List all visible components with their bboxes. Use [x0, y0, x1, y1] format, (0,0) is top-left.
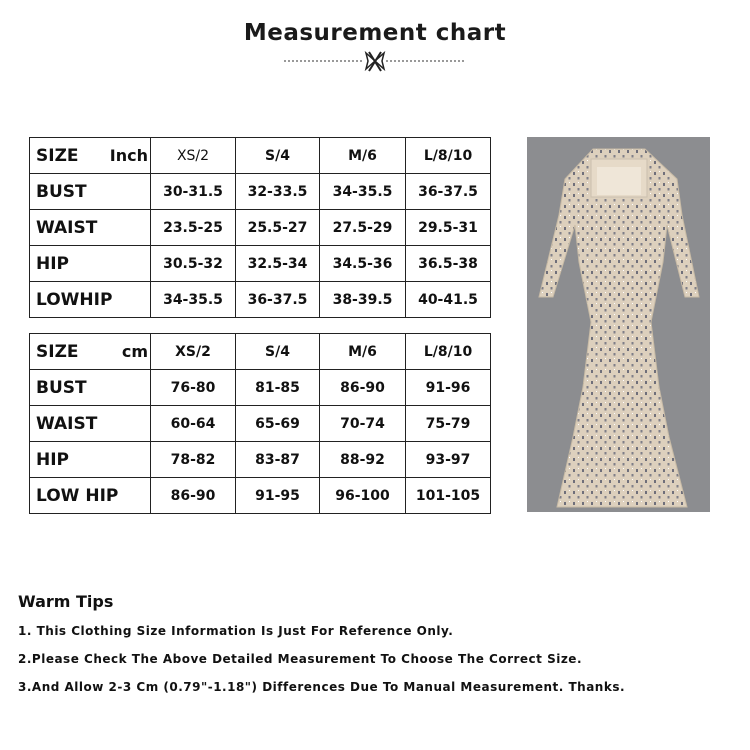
table-header-row [30, 334, 491, 370]
tip-item: 1. This Clothing Size Information Is Just For Reference Only. [18, 624, 454, 638]
table-cell: 91-96 [406, 370, 491, 406]
table-row [30, 406, 491, 442]
size-label: SIZE [36, 341, 79, 362]
size-header: S/4 [236, 138, 320, 174]
table-cell: 91-95 [236, 478, 320, 514]
size-header: M/6 [320, 138, 406, 174]
page-title: Measurement chart [243, 20, 507, 46]
row-label: BUST [30, 370, 151, 406]
table-cell: 38-39.5 [320, 282, 406, 318]
table-cell: 34.5-36 [320, 246, 406, 282]
bow-ornament-icon [282, 48, 468, 74]
dress-photo [527, 137, 710, 512]
size-header: L/8/10 [406, 138, 491, 174]
size-header-cell [30, 334, 151, 370]
row-label: HIP [30, 246, 151, 282]
table-cell: 83-87 [236, 442, 320, 478]
table-cell: 65-69 [236, 406, 320, 442]
size-header: XS/2 [151, 138, 236, 174]
table-cell: 32-33.5 [236, 174, 320, 210]
size-header: M/6 [320, 334, 406, 370]
row-label: BUST [30, 174, 151, 210]
row-label: HIP [30, 442, 151, 478]
dress-shape [539, 149, 699, 507]
table-cell: 32.5-34 [236, 246, 320, 282]
unit-label: Inch [109, 145, 148, 165]
table-cell: 96-100 [320, 478, 406, 514]
table-row [30, 246, 491, 282]
size-label: SIZE [36, 145, 79, 166]
row-label: WAIST [30, 406, 151, 442]
table-row [30, 174, 491, 210]
table-cell: 40-41.5 [406, 282, 491, 318]
table-row [30, 478, 491, 514]
table-cell: 36.5-38 [406, 246, 491, 282]
row-label: LOW HIP [30, 478, 151, 514]
table-cell: 81-85 [236, 370, 320, 406]
table-cell: 30-31.5 [151, 174, 236, 210]
tip-item: 2.Please Check The Above Detailed Measurement To Choose The Correct Size. [18, 652, 583, 666]
tip-item: 3.And Allow 2-3 Cm (0.79"-1.18") Differences Due To Manual Measurement. Thanks. [18, 680, 626, 694]
size-header-cell [30, 138, 151, 174]
table-row [30, 282, 491, 318]
size-table-cm [29, 333, 491, 514]
table-cell: 36-37.5 [406, 174, 491, 210]
table-cell: 30.5-32 [151, 246, 236, 282]
size-table-inch [29, 137, 491, 318]
table-cell: 23.5-25 [151, 210, 236, 246]
table-cell: 86-90 [320, 370, 406, 406]
table-cell: 34-35.5 [320, 174, 406, 210]
table-cell: 86-90 [151, 478, 236, 514]
table-header-row [30, 138, 491, 174]
table-cell: 76-80 [151, 370, 236, 406]
table-cell: 75-79 [406, 406, 491, 442]
unit-label: cm [121, 341, 148, 361]
size-header: L/8/10 [406, 334, 491, 370]
table-cell: 34-35.5 [151, 282, 236, 318]
table-cell: 93-97 [406, 442, 491, 478]
dress-illustration [527, 137, 710, 512]
row-label: LOWHIP [30, 282, 151, 318]
table-row [30, 370, 491, 406]
table-cell: 29.5-31 [406, 210, 491, 246]
table-row [30, 210, 491, 246]
table-cell: 27.5-29 [320, 210, 406, 246]
table-cell: 88-92 [320, 442, 406, 478]
table-cell: 101-105 [406, 478, 491, 514]
row-label: WAIST [30, 210, 151, 246]
table-cell: 36-37.5 [236, 282, 320, 318]
table-cell: 70-74 [320, 406, 406, 442]
table-cell: 60-64 [151, 406, 236, 442]
table-cell: 25.5-27 [236, 210, 320, 246]
table-row [30, 442, 491, 478]
size-header: S/4 [236, 334, 320, 370]
size-header: XS/2 [151, 334, 236, 370]
table-cell: 78-82 [151, 442, 236, 478]
warm-tips-title: Warm Tips [18, 592, 114, 611]
